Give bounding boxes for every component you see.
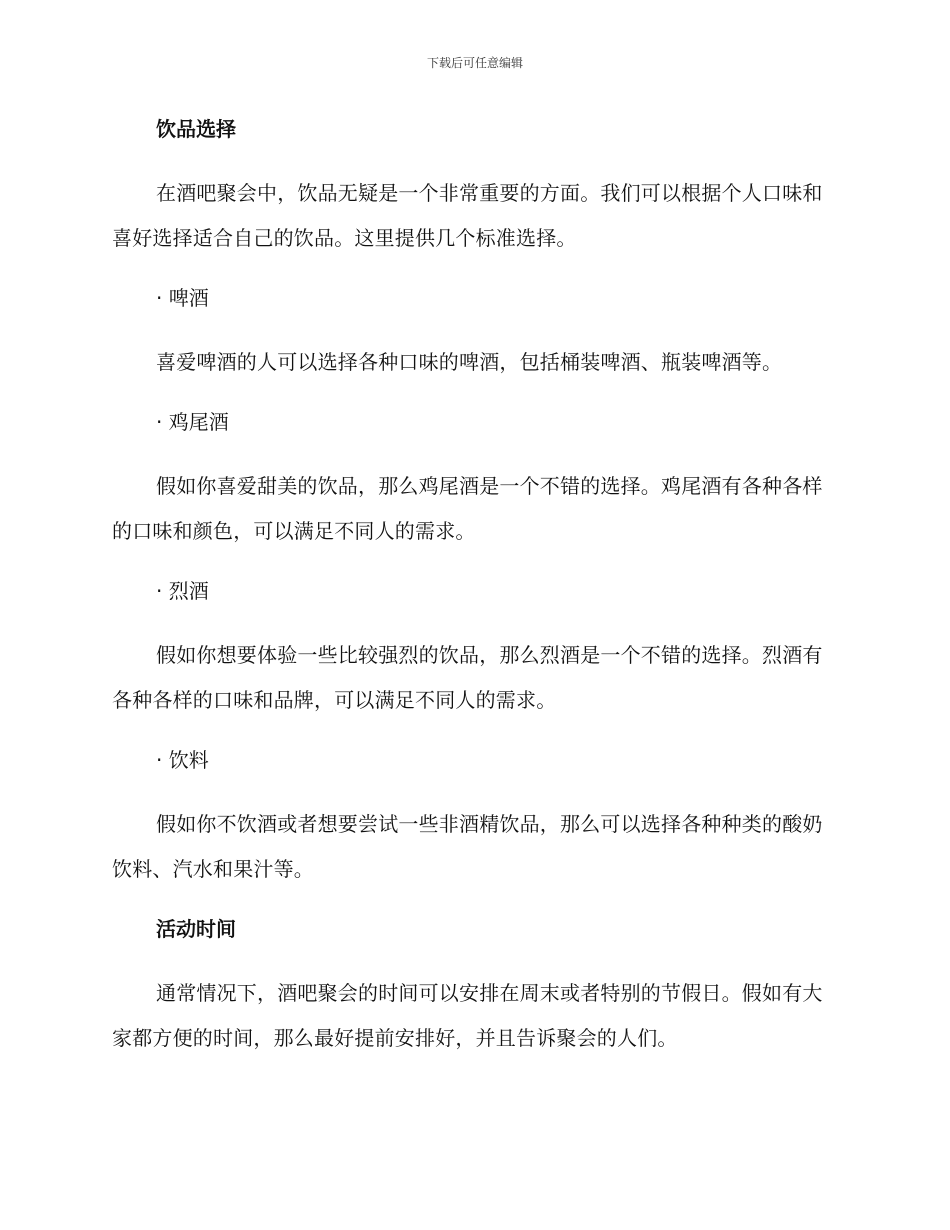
section-heading-time: 活动时间 bbox=[156, 917, 236, 941]
bullet-beer: · 啤酒 bbox=[156, 286, 209, 310]
soft-drinks-paragraph: 假如你不饮酒或者想要尝试一些非酒精饮品，那么可以选择各种种类的酸奶饮料、汽水和果汁等。 bbox=[112, 812, 823, 881]
drinks-intro-paragraph: 在酒吧聚会中，饮品无疑是一个非常重要的方面。我们可以根据个人口味和喜好选择适合自己的饮品。这里提供几个标准选择。 bbox=[112, 181, 823, 250]
section-heading-drinks: 饮品选择 bbox=[156, 117, 236, 141]
time-paragraph: 通常情况下，酒吧聚会的时间可以安排在周末或者特别的节假日。假如有大家都方便的时间，那么最好提前安排好，并且告诉聚会的人们。 bbox=[112, 981, 823, 1050]
document-body bbox=[112, 114, 832, 1061]
beer-paragraph: 喜爱啤酒的人可以选择各种口味的啤酒，包括桶装啤酒、瓶装啤酒等。 bbox=[156, 350, 783, 374]
bullet-spirits: · 烈酒 bbox=[156, 579, 209, 603]
bullet-cocktail: · 鸡尾酒 bbox=[156, 410, 229, 434]
spirits-paragraph: 假如你想要体验一些比较强烈的饮品，那么烈酒是一个不错的选择。烈酒有各种各样的口味和品牌，可以满足不同人的需求。 bbox=[112, 643, 823, 712]
cocktail-paragraph: 假如你喜爱甜美的饮品，那么鸡尾酒是一个不错的选择。鸡尾酒有各种各样的口味和颜色，可以满足不同人的需求。 bbox=[112, 474, 823, 543]
page-header-note: 下载后可任意编辑 bbox=[426, 56, 523, 70]
bullet-soft-drinks: · 饮料 bbox=[156, 748, 209, 772]
